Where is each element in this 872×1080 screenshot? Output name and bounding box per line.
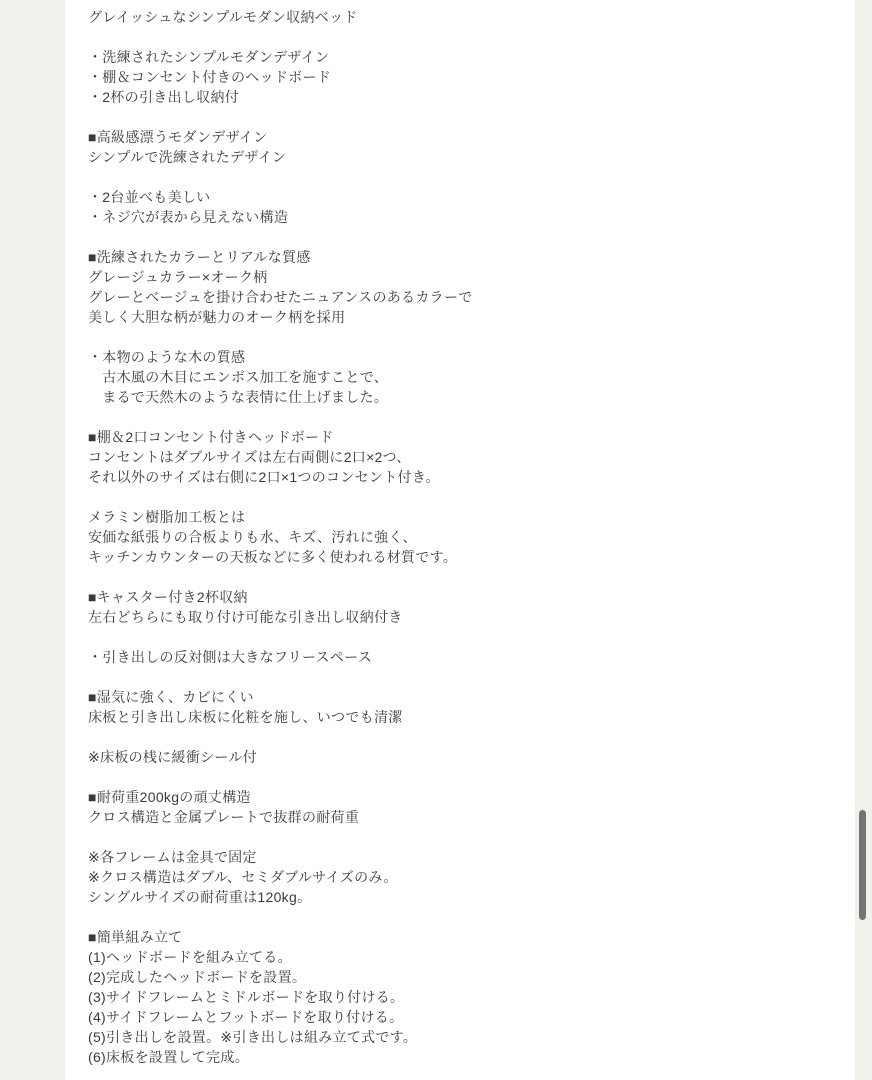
text-line: グレーとベージュを掛け合わせたニュアンスのあるカラーで [88,289,473,305]
text-line: クロス構造と金属プレートで抜群の耐荷重 [88,809,360,825]
text-line: (3)サイドフレームとミドルボードを取り付ける。 [88,989,405,1005]
text-line: キッチンカウンターの天板などに多く使われる材質です。 [88,549,458,565]
paragraph [88,647,825,667]
text-line: ■高級感漂うモダンデザイン [88,129,268,145]
text-line: (6)床板を設置して完成。 [88,1049,250,1065]
text-line: ・本物のような木の質感 [88,349,246,365]
text-line: 左右どちらにも取り付け可能な引き出し収納付き [88,609,403,625]
paragraph [88,747,825,767]
text-line: (2)完成したヘッドボードを設置。 [88,969,307,985]
text-line: ■洗練されたカラーとリアルな質感 [88,249,311,265]
paragraph [88,687,825,727]
text-line: それ以外のサイズは右側に2口×1つのコンセント付き。 [88,469,440,485]
text-line: メラミン樹脂加工板とは [88,509,246,525]
paragraphs-container [88,7,825,1067]
product-description-text-area [65,0,855,1080]
text-line: 安価な紙張りの合板よりも水、キズ、汚れに強く、 [88,529,417,545]
text-line: コンセントはダブルサイズは左右両側に2口×2つ、 [88,449,411,465]
paragraph [88,587,825,627]
paragraph [88,507,825,567]
text-line: 古木風の木目にエンボス加工を施すことで、 [88,369,389,385]
paragraph [88,187,825,227]
scrollbar-track[interactable] [855,0,872,1080]
page-title: グレイッシュなシンプルモダン収納ベッド [88,9,358,25]
text-line: 美しく大胆な柄が魅力のオーク柄を採用 [88,309,346,325]
text-line: (5)引き出しを設置。※引き出しは組み立て式です。 [88,1029,418,1045]
paragraph [88,47,825,107]
text-line: ■キャスター付き2杯収納 [88,589,248,605]
paragraph [88,7,825,27]
paragraph [88,927,825,1067]
text-line: (1)ヘッドボードを組み立てる。 [88,949,292,965]
text-line: ・2台並べも美しい [88,189,211,205]
paragraph [88,847,825,907]
text-line: グレージュカラー×オーク柄 [88,269,268,285]
text-line: ・2杯の引き出し収納付 [88,89,240,105]
text-line: ※床板の桟に緩衝シール付 [88,749,258,765]
text-line: ※クロス構造はダブル、セミダブルサイズのみ。 [88,869,398,885]
text-line: ■棚＆2口コンセント付きヘッドボード [88,429,334,445]
text-line: (4)サイドフレームとフットボードを取り付ける。 [88,1009,404,1025]
text-line: ・ネジ穴が表から見えない構造 [88,209,289,225]
text-line: ・洗練されたシンプルモダンデザイン [88,49,330,65]
text-line: ■簡単組み立て [88,929,183,945]
text-line: ■耐荷重200kgの頑丈構造 [88,789,251,805]
text-line: ・引き出しの反対側は大きなフリースペース [88,649,373,665]
text-line: まるで天然木のような表情に仕上げました。 [88,389,389,405]
text-line: 床板と引き出し床板に化粧を施し、いつでも清潔 [88,709,403,725]
text-line: ・棚＆コンセント付きのヘッドボード [88,69,332,85]
scrollbar-thumb[interactable] [859,810,866,920]
text-line: シングルサイズの耐荷重は120kg。 [88,889,312,905]
paragraph [88,347,825,407]
paragraph [88,427,825,487]
text-line: ■湿気に強く、カビにくい [88,689,254,705]
paragraph [88,787,825,827]
paragraph [88,127,825,167]
text-line: シンプルで洗練されたデザイン [88,149,287,165]
paragraph [88,247,825,327]
text-line: ※各フレームは金具で固定 [88,849,257,865]
